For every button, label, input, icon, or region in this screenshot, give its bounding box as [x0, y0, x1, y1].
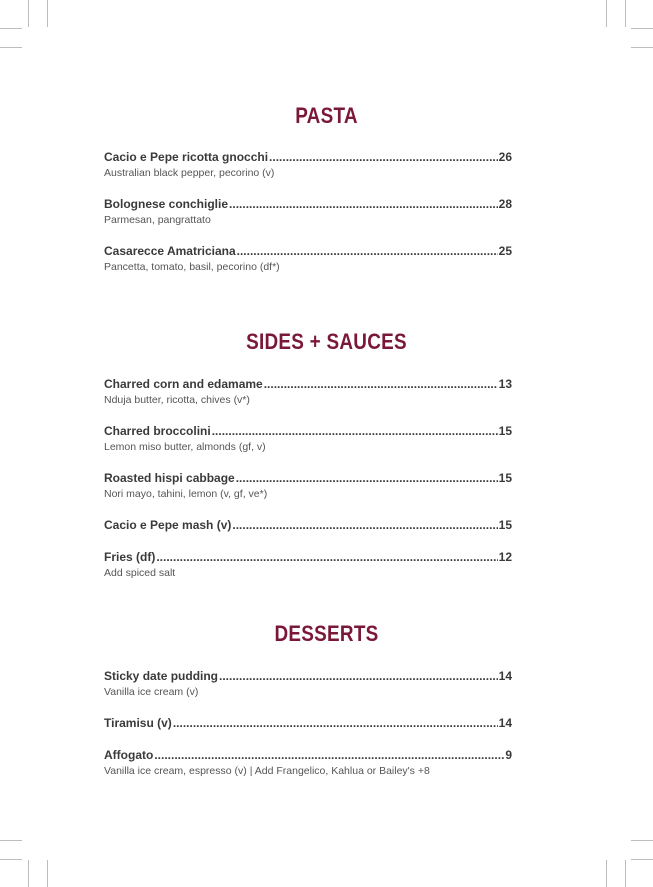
dot-leader	[237, 244, 498, 258]
dot-leader	[156, 550, 497, 564]
dot-leader	[173, 716, 498, 730]
item-name: Charred corn and edamame	[104, 377, 263, 391]
item-description: Nori mayo, tahini, lemon (v, gf, ve*)	[104, 488, 268, 500]
item-name: Sticky date pudding	[104, 669, 219, 683]
dot-leader	[212, 424, 498, 438]
crop-mark	[47, 0, 48, 27]
menu-item	[104, 669, 512, 699]
menu-item	[104, 550, 512, 580]
menu-item	[104, 197, 512, 227]
crop-mark	[606, 0, 607, 27]
item-price: 9	[505, 748, 512, 762]
item-price: 15	[498, 471, 512, 485]
crop-mark	[0, 859, 22, 860]
item-name: Fries (df)	[104, 550, 156, 564]
crop-mark	[28, 860, 29, 887]
item-name: Cacio e Pepe mash (v)	[104, 518, 232, 532]
item-name: Affogato	[104, 748, 154, 762]
section-title: SIDES + SAUCES	[246, 329, 407, 354]
crop-mark	[631, 859, 653, 860]
crop-mark	[0, 28, 22, 29]
item-price: 26	[498, 150, 512, 164]
crop-mark	[625, 860, 626, 887]
item-description: Parmesan, pangrattato	[104, 214, 211, 226]
crop-mark	[625, 0, 626, 27]
menu-item	[104, 716, 512, 730]
dot-leader	[232, 518, 497, 532]
menu-item	[104, 748, 512, 778]
item-description: Lemon miso butter, almonds (gf, v)	[104, 441, 266, 453]
item-description: Pancetta, tomato, basil, pecorino (df*)	[104, 261, 280, 273]
menu-item	[104, 424, 512, 454]
dot-leader	[236, 471, 498, 485]
crop-mark	[631, 28, 653, 29]
item-name: Cacio e Pepe ricotta gnocchi	[104, 150, 269, 164]
item-description: Vanilla ice cream, espresso (v) | Add Frangelico, Kahlua or Bailey's +8	[104, 765, 430, 777]
item-name: Casarecce Amatriciana	[104, 244, 236, 258]
item-name: Roasted hispi cabbage	[104, 471, 235, 485]
crop-mark	[0, 47, 22, 48]
dot-leader	[219, 669, 498, 683]
dot-leader	[229, 197, 498, 211]
dot-leader	[264, 377, 498, 391]
crop-mark	[47, 860, 48, 887]
menu-item	[104, 244, 512, 274]
menu-section-pasta	[0, 103, 653, 129]
item-description: Add spiced salt	[104, 567, 176, 579]
crop-mark	[631, 840, 653, 841]
menu-section-sides	[0, 329, 653, 355]
item-price: 14	[498, 716, 512, 730]
crop-mark	[28, 0, 29, 27]
item-price: 12	[498, 550, 512, 564]
crop-mark	[606, 860, 607, 887]
item-name: Tiramisu (v)	[104, 716, 172, 730]
item-description: Australian black pepper, pecorino (v)	[104, 167, 275, 179]
item-price: 25	[498, 244, 512, 258]
menu-item	[104, 471, 512, 501]
crop-mark	[631, 47, 653, 48]
item-description: Vanilla ice cream (v)	[104, 686, 199, 698]
section-title: DESSERTS	[274, 621, 379, 646]
item-name: Charred broccolini	[104, 424, 211, 438]
item-price: 15	[498, 518, 512, 532]
menu-item	[104, 150, 512, 180]
item-price: 13	[498, 377, 512, 391]
item-name: Bolognese conchiglie	[104, 197, 229, 211]
item-description: Nduja butter, ricotta, chives (v*)	[104, 394, 250, 406]
crop-mark	[0, 840, 22, 841]
section-title: PASTA	[295, 103, 358, 128]
dot-leader	[269, 150, 498, 164]
dot-leader	[154, 748, 504, 762]
item-price: 14	[498, 669, 512, 683]
menu-item	[104, 518, 512, 532]
menu-item	[104, 377, 512, 407]
item-price: 28	[498, 197, 512, 211]
item-price: 15	[498, 424, 512, 438]
menu-section-desserts	[0, 621, 653, 647]
